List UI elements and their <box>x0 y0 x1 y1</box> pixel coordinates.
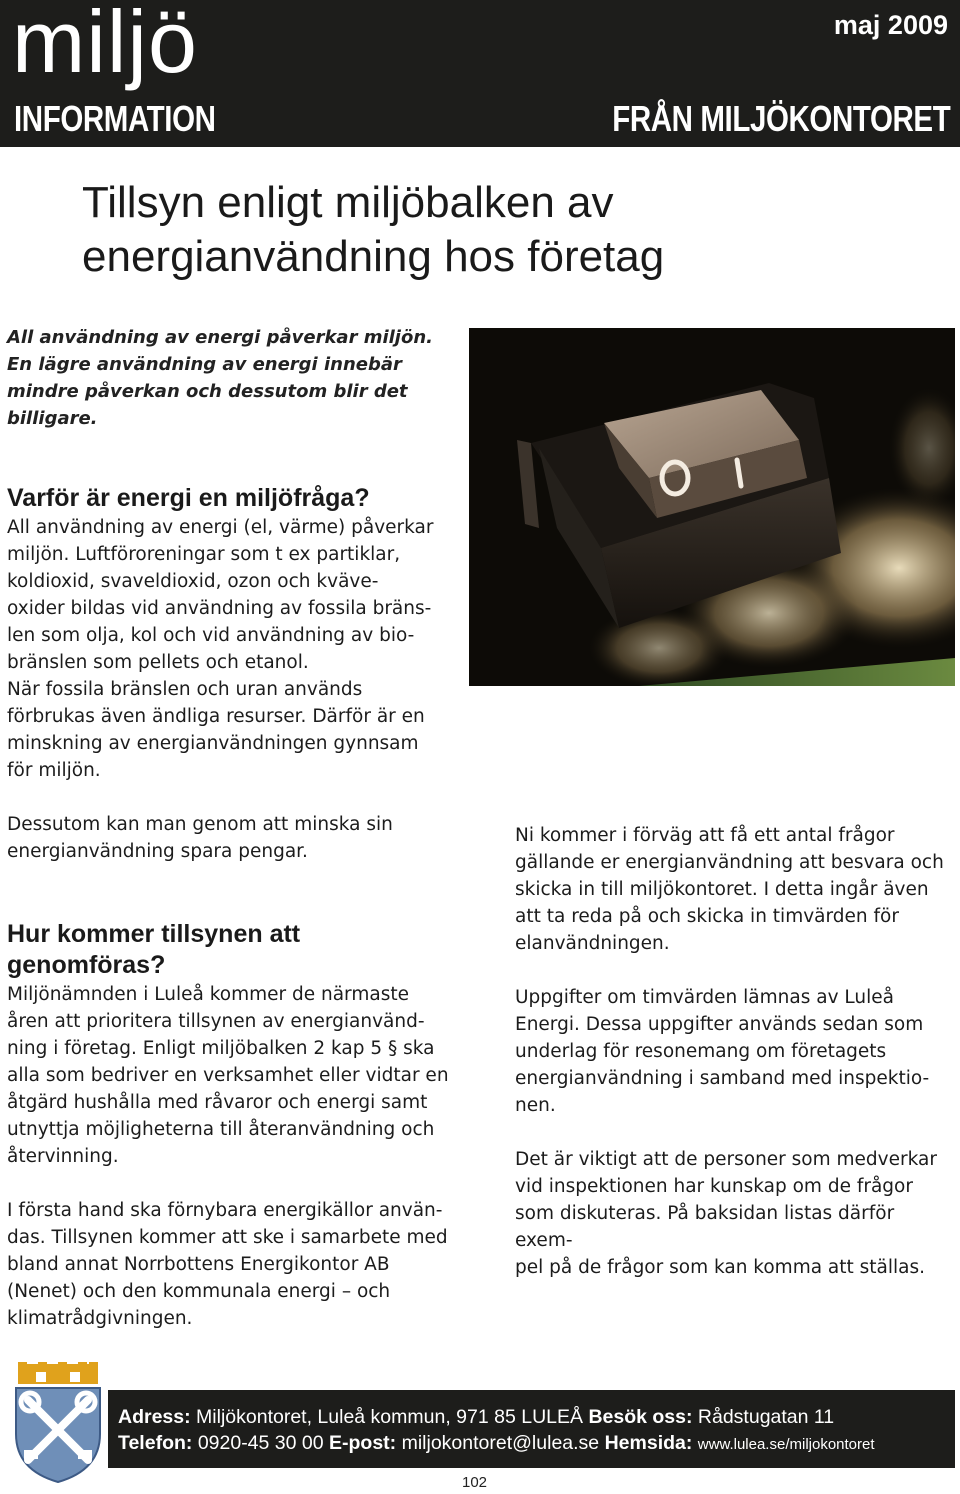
phone-label: Telefon: <box>118 1432 193 1454</box>
text-line: das. Tillsynen kommer att ske i samarbete med <box>7 1227 448 1248</box>
article-title-line: Tillsyn enligt miljöbalken av <box>82 178 614 227</box>
visit-value: Rådstugatan 11 <box>697 1406 835 1428</box>
paragraph <box>7 1197 452 1332</box>
text-line: bränslen som pellets och etanol. <box>7 652 309 673</box>
heading-line: Hur kommer tillsynen att <box>7 920 301 948</box>
paragraph <box>7 981 452 1170</box>
article-title <box>82 176 664 284</box>
rocker-switch-photo <box>469 328 955 686</box>
text-line: gällande er energianvändning att besvara och <box>515 852 944 873</box>
switch-illustration <box>469 328 955 686</box>
section-energy-environment <box>7 483 452 865</box>
text-line: skicka in till miljökontoret. I detta ingår även <box>515 879 929 900</box>
text-line: Dessutom kan man genom att minska sin <box>7 814 393 835</box>
page-number: 102 <box>462 1474 488 1491</box>
paragraph <box>7 811 452 865</box>
text-line: förbrukas även ändliga resurser. Därför är en <box>7 706 425 727</box>
text-line: utnyttja möjligheterna till återanvändning och <box>7 1119 435 1140</box>
text-line: minskning av energianvändningen gynnsam <box>7 733 419 754</box>
text-line: oxider bildas vid användning av fossila bräns- <box>7 598 432 619</box>
text-line: som diskuteras. På baksidan listas därför exem- <box>515 1203 895 1251</box>
header-label-right: FRÅN MILJÖKONTORET <box>611 98 950 139</box>
intro-line: All användning av energi påverkar miljön. <box>7 327 433 348</box>
text-line: vid inspektionen har kunskap om de frågor <box>515 1176 913 1197</box>
section-heading: Varför är energi en miljöfråga? <box>7 484 370 512</box>
text-line: All användning av energi (el, värme) påverkar <box>7 517 434 538</box>
article-title-line: energianvändning hos företag <box>82 232 665 281</box>
text-line: Energi. Dessa uppgifter används sedan som <box>515 1014 924 1035</box>
header-label-left: INFORMATION <box>14 98 216 139</box>
intro-line: billigare. <box>7 408 98 429</box>
text-line: ning i företag. Enligt miljöbalken 2 kap 5 § ska <box>7 1038 435 1059</box>
text-line: klimatrådgivningen. <box>7 1308 193 1329</box>
intro-text <box>7 324 437 432</box>
text-line: nen. <box>515 1095 556 1116</box>
text-line: energianvändning i samband med inspektio- <box>515 1068 930 1089</box>
address-value: Miljökontoret, Luleå kommun, 971 85 LULEÅ <box>196 1406 584 1428</box>
intro-line: En lägre användning av energi innebär <box>7 354 402 375</box>
issue-date: maj 2009 <box>833 10 948 40</box>
address-label: Adress: <box>118 1406 191 1428</box>
email-label: E-post: <box>329 1432 397 1454</box>
section-how-supervision <box>7 919 452 1332</box>
paragraph <box>515 1146 955 1281</box>
website-link[interactable]: www.lulea.se/miljokontoret <box>697 1436 875 1453</box>
text-line: miljön. Luftföroreningar som t ex partiklar, <box>7 544 401 565</box>
email-link[interactable]: miljokontoret@lulea.se <box>401 1432 600 1454</box>
text-line: (Nenet) och den kommunala energi – och <box>7 1281 391 1302</box>
text-line: att ta reda på och skicka in timvärden för <box>515 906 899 927</box>
text-line: Uppgifter om timvärden lämnas av Luleå <box>515 987 894 1008</box>
contact-footer <box>108 1390 955 1468</box>
text-line: elanvändningen. <box>515 933 670 954</box>
paragraph <box>515 984 955 1119</box>
paragraph <box>7 514 452 784</box>
section-heading <box>7 919 452 981</box>
paragraph <box>515 822 955 957</box>
text-line: Ni kommer i förväg att få ett antal frågor <box>515 825 895 846</box>
text-line: Det är viktigt att de personer som medverkar <box>515 1149 937 1170</box>
text-line: Miljönämnden i Luleå kommer de närmaste <box>7 984 409 1005</box>
footer-contact-line <box>118 1432 875 1455</box>
header-banner <box>0 0 960 147</box>
footer-address-line <box>118 1406 834 1429</box>
text-line: för miljön. <box>7 760 101 781</box>
brand-wordmark: miljö <box>12 0 198 91</box>
text-line: koldioxid, svaveldioxid, ozon och kväve- <box>7 571 379 592</box>
intro-line: mindre påverkan och dessutom blir det <box>7 381 408 402</box>
text-line: återvinning. <box>7 1146 119 1167</box>
lulea-coat-of-arms-icon <box>10 1362 106 1484</box>
text-line: alla som bedriver en verksamhet eller vidtar en <box>7 1065 449 1086</box>
web-label: Hemsida: <box>604 1432 693 1454</box>
text-line: pel på de frågor som kan komma att ställas. <box>515 1257 926 1278</box>
text-line: bland annat Norrbottens Energikontor AB <box>7 1254 390 1275</box>
text-line: åren att prioritera tillsynen av energianvänd- <box>7 1011 425 1032</box>
text-line: len som olja, kol och vid användning av bio- <box>7 625 415 646</box>
text-line: energianvändning spara pengar. <box>7 841 308 862</box>
text-line: åtgärd hushålla med råvaror och energi samt <box>7 1092 428 1113</box>
visit-label: Besök oss: <box>588 1406 693 1428</box>
right-column-text <box>515 822 955 1281</box>
text-line: underlag för resonemang om företagets <box>515 1041 887 1062</box>
phone-value: 0920-45 30 00 <box>197 1432 324 1454</box>
text-line: I första hand ska förnybara energikällor använ- <box>7 1200 443 1221</box>
heading-line: genomföras? <box>7 951 166 979</box>
text-line: När fossila bränslen och uran används <box>7 679 363 700</box>
